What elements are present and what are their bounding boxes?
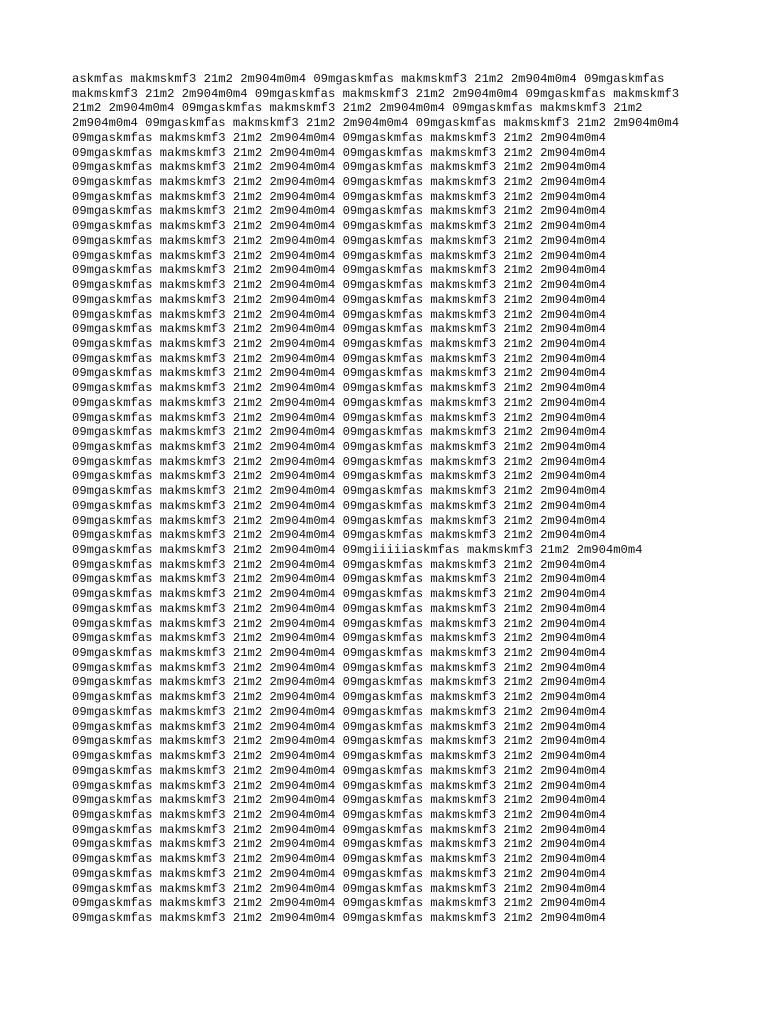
text-line: 09mgaskmfas makmskmf3 21m2 2m904m0m4 09mgaskmfas makmskmf3 21m2 2m904m0m4 [72, 469, 606, 484]
text-line: 09mgaskmfas makmskmf3 21m2 2m904m0m4 09mgaskmfas makmskmf3 21m2 2m904m0m4 [72, 896, 606, 911]
text-line: 09mgaskmfas makmskmf3 21m2 2m904m0m4 09mgaskmfas makmskmf3 21m2 2m904m0m4 [72, 175, 606, 190]
text-line: 09mgaskmfas makmskmf3 21m2 2m904m0m4 09mgaskmfas makmskmf3 21m2 2m904m0m4 [72, 322, 606, 337]
text-line: 09mgaskmfas makmskmf3 21m2 2m904m0m4 09mgaskmfas makmskmf3 21m2 2m904m0m4 [72, 278, 606, 293]
text-line: 09mgaskmfas makmskmf3 21m2 2m904m0m4 09mgaskmfas makmskmf3 21m2 2m904m0m4 [72, 910, 606, 925]
text-line: 09mgaskmfas makmskmf3 21m2 2m904m0m4 09mgaskmfas makmskmf3 21m2 2m904m0m4 [72, 660, 606, 675]
text-line: 09mgaskmfas makmskmf3 21m2 2m904m0m4 09mgaskmfas makmskmf3 21m2 2m904m0m4 [72, 263, 606, 278]
text-line: 09mgaskmfas makmskmf3 21m2 2m904m0m4 09mgaskmfas makmskmf3 21m2 2m904m0m4 [72, 189, 606, 204]
text-line: 09mgaskmfas makmskmf3 21m2 2m904m0m4 09mgaskmfas makmskmf3 21m2 2m904m0m4 [72, 454, 606, 469]
text-line: 09mgaskmfas makmskmf3 21m2 2m904m0m4 09mgaskmfas makmskmf3 21m2 2m904m0m4 [72, 307, 606, 322]
text-line: 09mgaskmfas makmskmf3 21m2 2m904m0m4 09mgaskmfas makmskmf3 21m2 2m904m0m4 [72, 631, 606, 646]
text-line: 09mgaskmfas makmskmf3 21m2 2m904m0m4 09mgaskmfas makmskmf3 21m2 2m904m0m4 [72, 484, 606, 499]
text-line: 09mgaskmfas makmskmf3 21m2 2m904m0m4 09mgaskmfas makmskmf3 21m2 2m904m0m4 [72, 381, 606, 396]
document-body-text [72, 72, 712, 926]
text-line: 09mgaskmfas makmskmf3 21m2 2m904m0m4 09mgaskmfas makmskmf3 21m2 2m904m0m4 [72, 719, 606, 734]
text-line: 09mgaskmfas makmskmf3 21m2 2m904m0m4 09mgaskmfas makmskmf3 21m2 2m904m0m4 [72, 130, 606, 145]
text-line: 09mgaskmfas makmskmf3 21m2 2m904m0m4 09mgaskmfas makmskmf3 21m2 2m904m0m4 [72, 587, 606, 602]
text-line: 09mgaskmfas makmskmf3 21m2 2m904m0m4 09mgaskmfas makmskmf3 21m2 2m904m0m4 [72, 763, 606, 778]
text-line: 09mgaskmfas makmskmf3 21m2 2m904m0m4 09mgaskmfas makmskmf3 21m2 2m904m0m4 [72, 292, 606, 307]
text-line: 09mgaskmfas makmskmf3 21m2 2m904m0m4 09mgaskmfas makmskmf3 21m2 2m904m0m4 [72, 204, 606, 219]
text-line: 09mgaskmfas makmskmf3 21m2 2m904m0m4 09mgaskmfas makmskmf3 21m2 2m904m0m4 [72, 675, 606, 690]
text-line: 09mgaskmfas makmskmf3 21m2 2m904m0m4 09mgaskmfas makmskmf3 21m2 2m904m0m4 [72, 601, 606, 616]
text-line: 09mgaskmfas makmskmf3 21m2 2m904m0m4 09mgaskmfas makmskmf3 21m2 2m904m0m4 [72, 866, 606, 881]
text-line: 09mgaskmfas makmskmf3 21m2 2m904m0m4 09mgaskmfas makmskmf3 21m2 2m904m0m4 [72, 366, 606, 381]
text-line: 09mgaskmfas makmskmf3 21m2 2m904m0m4 09mgaskmfas makmskmf3 21m2 2m904m0m4 [72, 749, 606, 764]
text-line: 09mgaskmfas makmskmf3 21m2 2m904m0m4 09mgaskmfas makmskmf3 21m2 2m904m0m4 [72, 160, 606, 175]
text-line: 09mgaskmfas makmskmf3 21m2 2m904m0m4 09mgaskmfas makmskmf3 21m2 2m904m0m4 [72, 690, 606, 705]
text-line: 2m904m0m4 09mgaskmfas makmskmf3 21m2 2m904m0m4 09mgaskmfas makmskmf3 21m2 2m904m0m4 [72, 116, 680, 131]
text-line: 09mgaskmfas makmskmf3 21m2 2m904m0m4 09mgaskmfas makmskmf3 21m2 2m904m0m4 [72, 793, 606, 808]
text-line: makmskmf3 21m2 2m904m0m4 09mgaskmfas makmskmf3 21m2 2m904m0m4 09mgaskmfas makmskmf3 [72, 86, 680, 101]
text-line: 09mgaskmfas makmskmf3 21m2 2m904m0m4 09mgaskmfas makmskmf3 21m2 2m904m0m4 [72, 572, 606, 587]
text-line: 09mgaskmfas makmskmf3 21m2 2m904m0m4 09mgaskmfas makmskmf3 21m2 2m904m0m4 [72, 498, 606, 513]
text-line: 09mgaskmfas makmskmf3 21m2 2m904m0m4 09mgaskmfas makmskmf3 21m2 2m904m0m4 [72, 233, 606, 248]
text-line: 09mgaskmfas makmskmf3 21m2 2m904m0m4 09mgaskmfas makmskmf3 21m2 2m904m0m4 [72, 557, 606, 572]
text-line: 09mgaskmfas makmskmf3 21m2 2m904m0m4 09mgaskmfas makmskmf3 21m2 2m904m0m4 [72, 822, 606, 837]
text-line: 09mgaskmfas makmskmf3 21m2 2m904m0m4 09mgaskmfas makmskmf3 21m2 2m904m0m4 [72, 410, 606, 425]
text-line: 09mgaskmfas makmskmf3 21m2 2m904m0m4 09mgaskmfas makmskmf3 21m2 2m904m0m4 [72, 351, 606, 366]
text-line: 09mgaskmfas makmskmf3 21m2 2m904m0m4 09mgaskmfas makmskmf3 21m2 2m904m0m4 [72, 778, 606, 793]
text-line: 09mgaskmfas makmskmf3 21m2 2m904m0m4 09mgaskmfas makmskmf3 21m2 2m904m0m4 [72, 734, 606, 749]
text-line: 09mgaskmfas makmskmf3 21m2 2m904m0m4 09mgiiiiiaskmfas makmskmf3 21m2 2m904m0m4 [72, 543, 643, 557]
text-line: 09mgaskmfas makmskmf3 21m2 2m904m0m4 09mgaskmfas makmskmf3 21m2 2m904m0m4 [72, 145, 606, 160]
text-line: 09mgaskmfas makmskmf3 21m2 2m904m0m4 09mgaskmfas makmskmf3 21m2 2m904m0m4 [72, 219, 606, 234]
text-line: 09mgaskmfas makmskmf3 21m2 2m904m0m4 09mgaskmfas makmskmf3 21m2 2m904m0m4 [72, 425, 606, 440]
text-line: 09mgaskmfas makmskmf3 21m2 2m904m0m4 09mgaskmfas makmskmf3 21m2 2m904m0m4 [72, 807, 606, 822]
text-line: askmfas makmskmf3 21m2 2m904m0m4 09mgaskmfas makmskmf3 21m2 2m904m0m4 09mgaskmfas [72, 72, 665, 86]
text-line: 09mgaskmfas makmskmf3 21m2 2m904m0m4 09mgaskmfas makmskmf3 21m2 2m904m0m4 [72, 616, 606, 631]
text-line: 09mgaskmfas makmskmf3 21m2 2m904m0m4 09mgaskmfas makmskmf3 21m2 2m904m0m4 [72, 528, 606, 543]
text-line: 09mgaskmfas makmskmf3 21m2 2m904m0m4 09mgaskmfas makmskmf3 21m2 2m904m0m4 [72, 837, 606, 852]
text-line: 09mgaskmfas makmskmf3 21m2 2m904m0m4 09mgaskmfas makmskmf3 21m2 2m904m0m4 [72, 248, 606, 263]
text-line: 09mgaskmfas makmskmf3 21m2 2m904m0m4 09mgaskmfas makmskmf3 21m2 2m904m0m4 [72, 852, 606, 867]
text-line: 09mgaskmfas makmskmf3 21m2 2m904m0m4 09mgaskmfas makmskmf3 21m2 2m904m0m4 [72, 881, 606, 896]
text-line: 21m2 2m904m0m4 09mgaskmfas makmskmf3 21m2 2m904m0m4 09mgaskmfas makmskmf3 21m2 [72, 101, 643, 116]
text-line: 09mgaskmfas makmskmf3 21m2 2m904m0m4 09mgaskmfas makmskmf3 21m2 2m904m0m4 [72, 395, 606, 410]
text-line: 09mgaskmfas makmskmf3 21m2 2m904m0m4 09mgaskmfas makmskmf3 21m2 2m904m0m4 [72, 513, 606, 528]
text-line: 09mgaskmfas makmskmf3 21m2 2m904m0m4 09mgaskmfas makmskmf3 21m2 2m904m0m4 [72, 336, 606, 351]
text-line: 09mgaskmfas makmskmf3 21m2 2m904m0m4 09mgaskmfas makmskmf3 21m2 2m904m0m4 [72, 646, 606, 661]
text-line: 09mgaskmfas makmskmf3 21m2 2m904m0m4 09mgaskmfas makmskmf3 21m2 2m904m0m4 [72, 439, 606, 454]
text-line: 09mgaskmfas makmskmf3 21m2 2m904m0m4 09mgaskmfas makmskmf3 21m2 2m904m0m4 [72, 704, 606, 719]
